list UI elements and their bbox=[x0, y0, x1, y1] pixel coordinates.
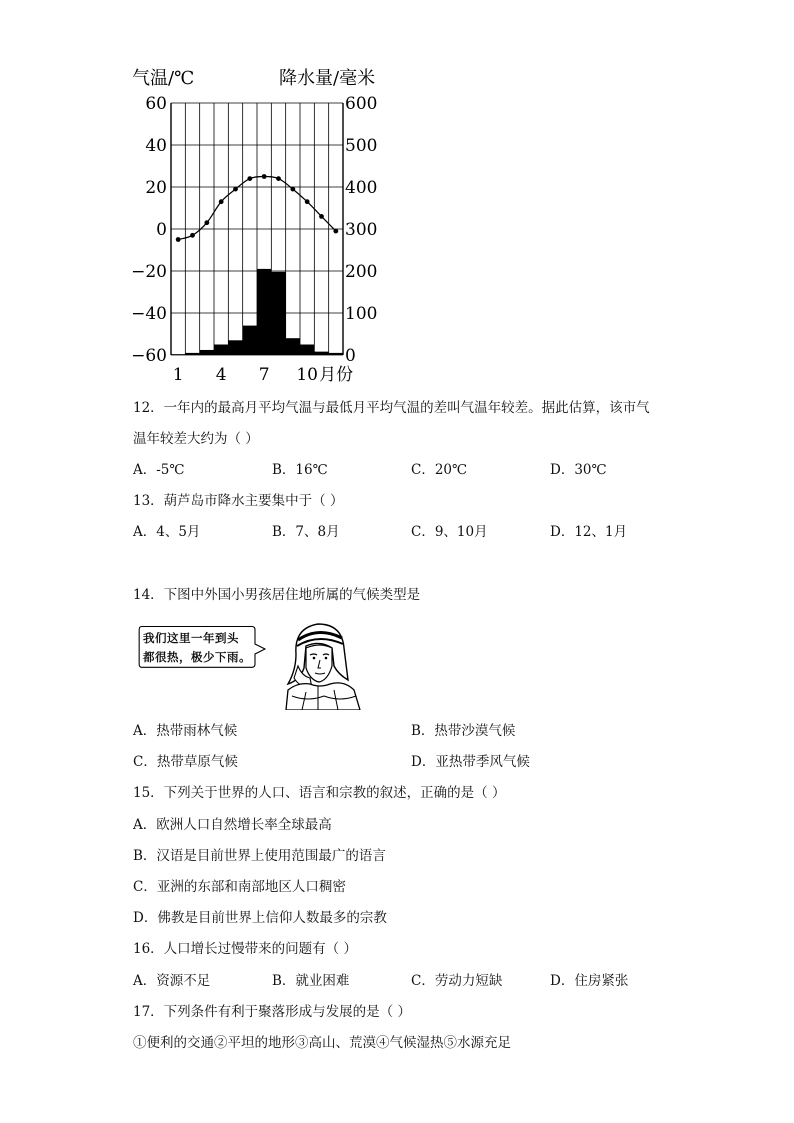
q15-option-d: D．佛教是目前世界上信仰人数最多的宗教 bbox=[133, 910, 387, 926]
q14-option-d: D．亚热带季风气候 bbox=[411, 754, 530, 770]
precip-tick-label: 500 bbox=[345, 136, 378, 156]
q14-option-a: A．热带雨林气候 bbox=[133, 723, 238, 739]
q14-illustration bbox=[133, 618, 365, 712]
q16-stem: 16．人口增长过慢带来的问题有（ ） bbox=[133, 941, 357, 957]
q14-stem: 14．下图中外国小男孩居住地所属的气候类型是 bbox=[133, 587, 421, 603]
q17-conditions: ①便利的交通②平坦的地形③高山、荒漠④气候湿热⑤水源充足 bbox=[133, 1035, 511, 1051]
precip-bar bbox=[257, 269, 271, 355]
q13-stem: 13．葫芦岛市降水主要集中于（ ） bbox=[133, 493, 344, 509]
temp-tick-label: −20 bbox=[131, 262, 167, 282]
temperature-point bbox=[319, 214, 324, 219]
precip-bar bbox=[243, 326, 257, 355]
temperature-point bbox=[276, 176, 281, 181]
precip-tick-label: 0 bbox=[345, 346, 356, 366]
q15-stem: 15．下列关于世界的人口、语言和宗教的叙述，正确的是（ ） bbox=[133, 785, 506, 801]
temp-tick-label: 0 bbox=[156, 220, 167, 240]
q12-option-b: B．16℃ bbox=[272, 462, 328, 478]
temperature-point bbox=[262, 174, 267, 179]
precip-bar bbox=[228, 340, 242, 355]
left-axis-title: 气温/℃ bbox=[132, 68, 195, 89]
q15-option-a: A．欧洲人口自然增长率全球最高 bbox=[133, 817, 332, 833]
precip-bar bbox=[286, 338, 300, 355]
q13-option-c: C．9、10月 bbox=[411, 524, 488, 540]
precip-bar bbox=[329, 353, 343, 355]
q13-option-b: B．7、8月 bbox=[272, 524, 340, 540]
speech-bubble-text bbox=[143, 629, 263, 667]
temperature-point bbox=[305, 199, 310, 204]
precip-bar bbox=[271, 272, 285, 355]
temperature-point bbox=[333, 229, 338, 234]
q14-option-b: B．热带沙漠气候 bbox=[411, 723, 516, 739]
q15-option-b: B．汉语是目前世界上使用范围最广的语言 bbox=[133, 848, 386, 864]
precip-tick-label: 100 bbox=[345, 304, 378, 324]
temperature-point bbox=[233, 187, 238, 192]
month-tick-label: 1 bbox=[172, 365, 184, 385]
temperature-point bbox=[219, 199, 224, 204]
month-tick-label: 4 bbox=[215, 365, 227, 385]
precip-tick-label: 200 bbox=[345, 262, 378, 282]
temp-tick-label: 40 bbox=[145, 136, 167, 156]
temperature-point bbox=[190, 233, 195, 238]
boy-illustration bbox=[278, 618, 364, 710]
q17-stem: 17．下列条件有利于聚落形成与发展的是（ ） bbox=[133, 1004, 411, 1020]
q13-option-a: A．4、5月 bbox=[133, 524, 201, 540]
q12-option-d: D．30℃ bbox=[550, 462, 607, 478]
temp-tick-label: 60 bbox=[145, 94, 167, 114]
precip-bar bbox=[214, 345, 228, 356]
precip-bar bbox=[314, 352, 328, 355]
q16-option-b: B．就业困难 bbox=[272, 973, 350, 989]
q14-option-c: C．热带草原气候 bbox=[133, 754, 238, 770]
q16-option-a: A．资源不足 bbox=[133, 973, 211, 989]
climate-chart bbox=[125, 62, 395, 387]
temp-tick-label: −40 bbox=[131, 304, 167, 324]
q16-option-c: C．劳动力短缺 bbox=[411, 973, 503, 989]
temp-tick-label: 20 bbox=[145, 178, 167, 198]
precipitation-bars bbox=[171, 269, 343, 355]
precip-tick-label: 300 bbox=[345, 220, 378, 240]
temperature-point bbox=[290, 187, 295, 192]
month-tick-label: 7 bbox=[258, 365, 270, 385]
q12-stem-line1: 12．一年内的最高月平均气温与最低月平均气温的差叫气温年较差。据此估算，该市气 bbox=[133, 400, 650, 416]
q12-option-c: C．20℃ bbox=[411, 462, 468, 478]
speech-line-1: 我们这里一年到头 bbox=[143, 631, 239, 645]
precip-bar bbox=[300, 345, 314, 356]
right-axis-title: 降水量/毫米 bbox=[279, 68, 376, 89]
x-axis-suffix: 月份 bbox=[319, 365, 354, 385]
precip-tick-label: 600 bbox=[345, 94, 378, 114]
precip-bar bbox=[171, 354, 185, 355]
precip-bar bbox=[200, 350, 214, 355]
q16-option-d: D．住房紧张 bbox=[550, 973, 629, 989]
precip-tick-label: 400 bbox=[345, 178, 378, 198]
temperature-point bbox=[204, 220, 209, 225]
q15-option-c: C．亚洲的东部和南部地区人口稠密 bbox=[133, 879, 346, 895]
temperature-point bbox=[176, 237, 181, 242]
q12-option-a: A．-5℃ bbox=[133, 462, 185, 478]
speech-line-2: 都很热，极少下雨。 bbox=[143, 650, 251, 664]
q12-stem-line2: 温年较差大约为（ ） bbox=[133, 431, 259, 447]
temperature-point bbox=[247, 176, 252, 181]
precip-bar bbox=[185, 353, 199, 355]
q13-option-d: D．12、1月 bbox=[550, 524, 628, 540]
temp-tick-label: −60 bbox=[131, 346, 167, 366]
month-tick-label: 10 bbox=[296, 365, 318, 385]
